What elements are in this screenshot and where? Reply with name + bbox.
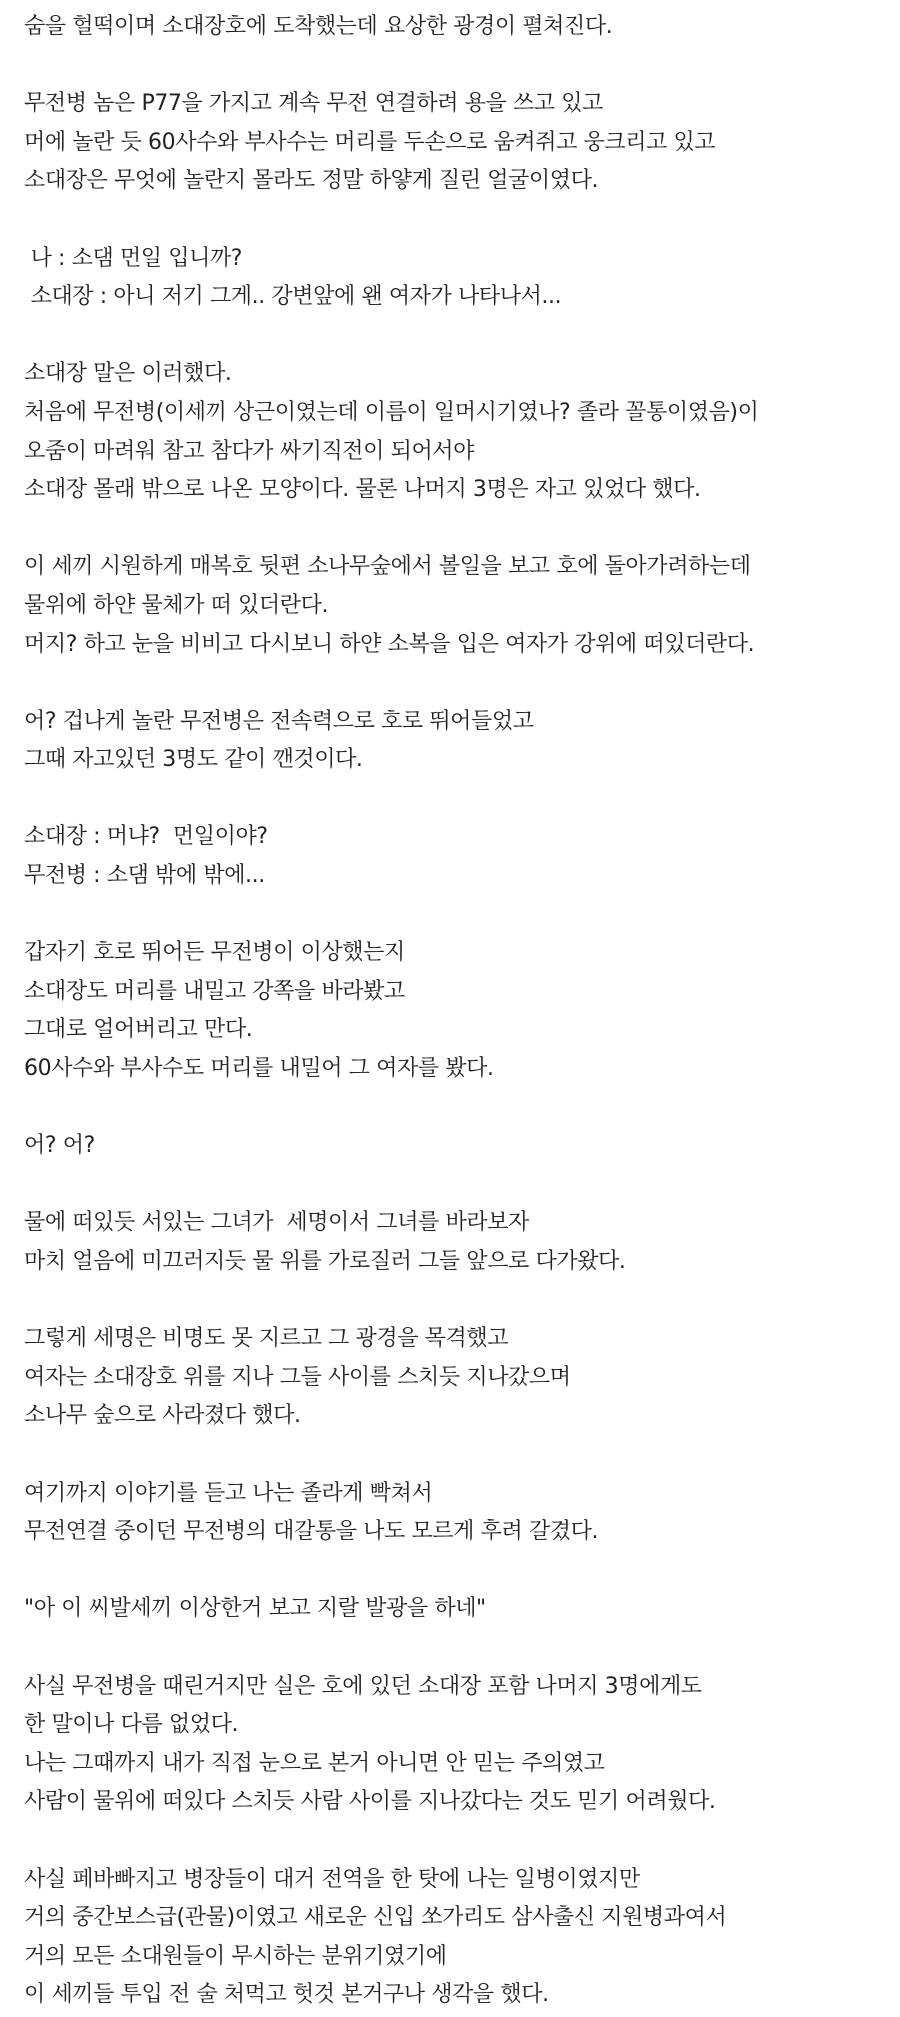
dialogue-line: 소대장 : 아니 저기 그게.. 강변앞에 왠 여자가 나타나서... [24, 284, 562, 310]
blank-line [24, 47, 884, 86]
text-line: 나는 그때까지 내가 직접 눈으로 본거 아니면 안 믿는 주의였고 [24, 1750, 605, 1776]
text-line: 물위에 하얀 물체가 떠 있더란다. [24, 592, 329, 618]
blank-line [24, 1822, 884, 1861]
blank-line [24, 1282, 884, 1321]
blank-line [24, 664, 884, 703]
text-line: 소대장 말은 이러했다. [24, 361, 232, 387]
dialogue-line: 나 : 소댐 먼일 입니까? [24, 245, 243, 271]
blank-line [24, 510, 884, 549]
text-line: 그대로 얼어버리고 만다. [24, 1017, 253, 1043]
text-line: 숨을 헐떡이며 소대장호에 도착했는데 요상한 광경이 펼쳐진다. [24, 14, 613, 39]
dialogue-line: 소대장 : 머냐? 먼일이야? [24, 824, 268, 850]
blank-line [24, 1552, 884, 1591]
text-line: 이 세끼들 투입 전 술 처먹고 헛것 본거구나 생각을 했다. [24, 1982, 549, 2008]
blank-line [24, 780, 884, 819]
blank-line [24, 317, 884, 356]
text-line: 처음에 무전병(이세끼 상근이였는데 이름이 일머시기였나? 졸라 꼴통이였음)이 [24, 399, 759, 425]
blank-line [24, 896, 884, 935]
blank-line [24, 1629, 884, 1668]
text-line: 소대장 몰래 밖으로 나온 모양이다. 물론 나머지 3명은 자고 있었다 했다. [24, 477, 701, 503]
blank-line [24, 1166, 884, 1205]
text-line: 머에 놀란 듯 60사수와 부사수는 머리를 두손으로 움켜쥐고 웅크리고 있고 [24, 129, 716, 155]
text-line: 사실 페바빠지고 병장들이 대거 전역을 한 탓에 나는 일병이였지만 [24, 1866, 640, 1892]
text-line: 소대장은 무엇에 놀란지 몰라도 정말 하얗게 질린 얼굴이였다. [24, 168, 599, 194]
blank-line [24, 1436, 884, 1475]
text-line: 그때 자고있던 3명도 같이 깬것이다. [24, 747, 363, 773]
text-line: 60사수와 부사수도 머리를 내밀어 그 여자를 봤다. [24, 1056, 494, 1082]
text-line: 여기까지 이야기를 듣고 나는 졸라게 빡쳐서 [24, 1480, 433, 1506]
blank-line [24, 1089, 884, 1128]
text-line: 소대장도 머리를 내밀고 강쪽을 바라봤고 [24, 978, 405, 1004]
text-line: 오줌이 마려워 참고 참다가 싸기직전이 되어서야 [24, 438, 475, 464]
story-text-block [24, 8, 884, 2015]
text-line: 그렇게 세명은 비명도 못 지르고 그 광경을 목격했고 [24, 1326, 509, 1352]
text-line: 마치 얼음에 미끄러지듯 물 위를 가로질러 그들 앞으로 다가왔다. [24, 1249, 626, 1274]
text-line: 소나무 숲으로 사라졌다 했다. [24, 1403, 301, 1429]
text-line: 거의 중간보스급(관물)이였고 새로운 신입 쏘가리도 삼사출신 지원병과여서 [24, 1905, 727, 1931]
text-line: 머지? 하고 눈을 비비고 다시보니 하얀 소복을 입은 여자가 강위에 떠있더란다. [24, 631, 755, 657]
text-line: 거의 모든 소대원들이 무시하는 분위기였기에 [24, 1943, 447, 1969]
text-line: 사실 무전병을 때린거지만 실은 호에 있던 소대장 포함 나머지 3명에게도 [24, 1673, 702, 1699]
text-line: 이 세끼 시원하게 매복호 뒷편 소나무숲에서 볼일을 보고 호에 돌아가려하는데 [24, 554, 751, 580]
text-line: 어? 겁나게 놀란 무전병은 전속력으로 호로 뛰어들었고 [24, 708, 534, 734]
quote-line: "아 이 씨발세끼 이상한거 보고 지랄 발광을 하네" [24, 1596, 486, 1622]
dialogue-line: 무전병 : 소댐 밖에 밖에... [24, 863, 265, 889]
text-line: 무전병 놈은 P77을 가지고 계속 무전 연결하려 용을 쓰고 있고 [24, 91, 603, 117]
text-line: 물에 떠있듯 서있는 그녀가 세명이서 그녀를 바라보자 [24, 1210, 529, 1236]
text-line: 사람이 물위에 떠있다 스치듯 사람 사이를 지나갔다는 것도 믿기 어려웠다. [24, 1789, 716, 1815]
blank-line [24, 201, 884, 240]
text-line: 한 말이나 다름 없었다. [24, 1712, 239, 1738]
text-line: 어? 어? [24, 1133, 95, 1159]
text-line: 무전연결 중이던 무전병의 대갈통을 나도 모르게 후려 갈겼다. [24, 1519, 599, 1545]
text-line: 갑자기 호로 뛰어든 무전병이 이상했는지 [24, 940, 405, 966]
text-line: 여자는 소대장호 위를 지나 그들 사이를 스치듯 지나갔으며 [24, 1364, 571, 1390]
